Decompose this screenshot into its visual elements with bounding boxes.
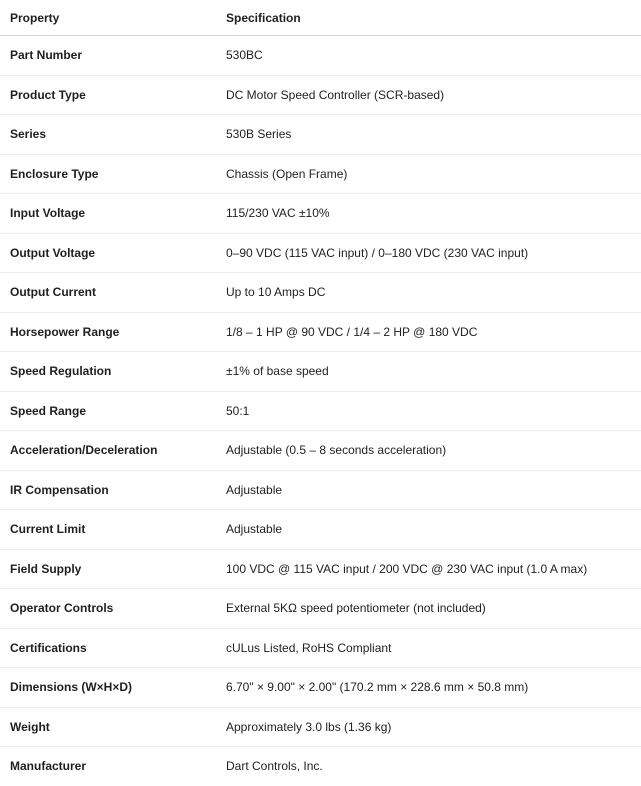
value-cell: 530BC bbox=[216, 36, 641, 76]
table-row bbox=[0, 75, 641, 115]
table-row bbox=[0, 391, 641, 431]
value-cell: Dart Controls, Inc. bbox=[226, 759, 323, 774]
table-row bbox=[0, 628, 641, 668]
table-row bbox=[0, 352, 641, 392]
value-cell: 0–90 VDC (115 VAC input) / 0–180 VDC (230 VAC input) bbox=[216, 233, 641, 273]
value-cell: ±1% of base speed bbox=[216, 352, 641, 392]
header-row bbox=[0, 0, 641, 36]
table-row bbox=[0, 668, 641, 708]
value-cell: 1/8 – 1 HP @ 90 VDC / 1/4 – 2 HP @ 180 VDC bbox=[216, 312, 641, 352]
property-cell: Acceleration/Deceleration bbox=[0, 431, 216, 471]
property-cell: Input Voltage bbox=[0, 194, 216, 234]
table-row bbox=[0, 115, 641, 155]
property-cell: Part Number bbox=[0, 36, 216, 76]
property-cell: Field Supply bbox=[0, 549, 216, 589]
header-property: Property bbox=[0, 0, 216, 36]
property-cell: IR Compensation bbox=[0, 470, 216, 510]
property-cell: Certifications bbox=[0, 628, 216, 668]
property-cell: Weight bbox=[0, 707, 216, 747]
property-cell: Output Current bbox=[0, 273, 216, 313]
value-cell: Up to 10 Amps DC bbox=[216, 273, 641, 313]
property-cell: Speed Range bbox=[0, 391, 216, 431]
table-row bbox=[0, 154, 641, 194]
property-cell: Enclosure Type bbox=[0, 154, 216, 194]
value-cell: 115/230 VAC ±10% bbox=[216, 194, 641, 234]
table-row bbox=[0, 549, 641, 589]
table-row bbox=[0, 707, 641, 747]
value-cell: Approximately 3.0 lbs (1.36 kg) bbox=[216, 707, 641, 747]
property-cell: Dimensions (W×H×D) bbox=[0, 668, 216, 708]
value-cell: 6.70" × 9.00" × 2.00" (170.2 mm × 228.6 mm × 50.8 mm) bbox=[216, 668, 641, 708]
table-row bbox=[0, 194, 641, 234]
table-row bbox=[0, 431, 641, 471]
table-row bbox=[0, 312, 641, 352]
value-cell: 530B Series bbox=[216, 115, 641, 155]
property-cell: Series bbox=[0, 115, 216, 155]
value-cell: cULus Listed, RoHS Compliant bbox=[216, 628, 641, 668]
property-cell: Product Type bbox=[0, 75, 216, 115]
value-cell: 100 VDC @ 115 VAC input / 200 VDC @ 230 VAC input (1.0 A max) bbox=[216, 549, 641, 589]
value-cell: Adjustable bbox=[216, 470, 641, 510]
property-cell: Horsepower Range bbox=[0, 312, 216, 352]
table-row bbox=[0, 470, 641, 510]
table-row bbox=[0, 510, 641, 550]
value-cell: DC Motor Speed Controller (SCR-based) bbox=[216, 75, 641, 115]
table-row bbox=[0, 747, 641, 786]
property-cell: Speed Regulation bbox=[0, 352, 216, 392]
table-row bbox=[0, 233, 641, 273]
table-row bbox=[0, 589, 641, 629]
property-cell: Manufacturer bbox=[10, 759, 87, 774]
value-cell: Adjustable bbox=[216, 510, 641, 550]
property-cell: Current Limit bbox=[0, 510, 216, 550]
property-cell: Output Voltage bbox=[0, 233, 216, 273]
value-cell: Adjustable (0.5 – 8 seconds acceleration) bbox=[216, 431, 641, 471]
value-cell: 50:1 bbox=[216, 391, 641, 431]
property-cell: Operator Controls bbox=[0, 589, 216, 629]
value-cell: External 5KΩ speed potentiometer (not included) bbox=[216, 589, 641, 629]
table-header bbox=[0, 0, 641, 36]
table-row bbox=[0, 36, 641, 76]
table-body bbox=[0, 36, 641, 786]
value-cell: Chassis (Open Frame) bbox=[216, 154, 641, 194]
header-specification: Specification bbox=[216, 0, 641, 36]
table-row bbox=[0, 273, 641, 313]
